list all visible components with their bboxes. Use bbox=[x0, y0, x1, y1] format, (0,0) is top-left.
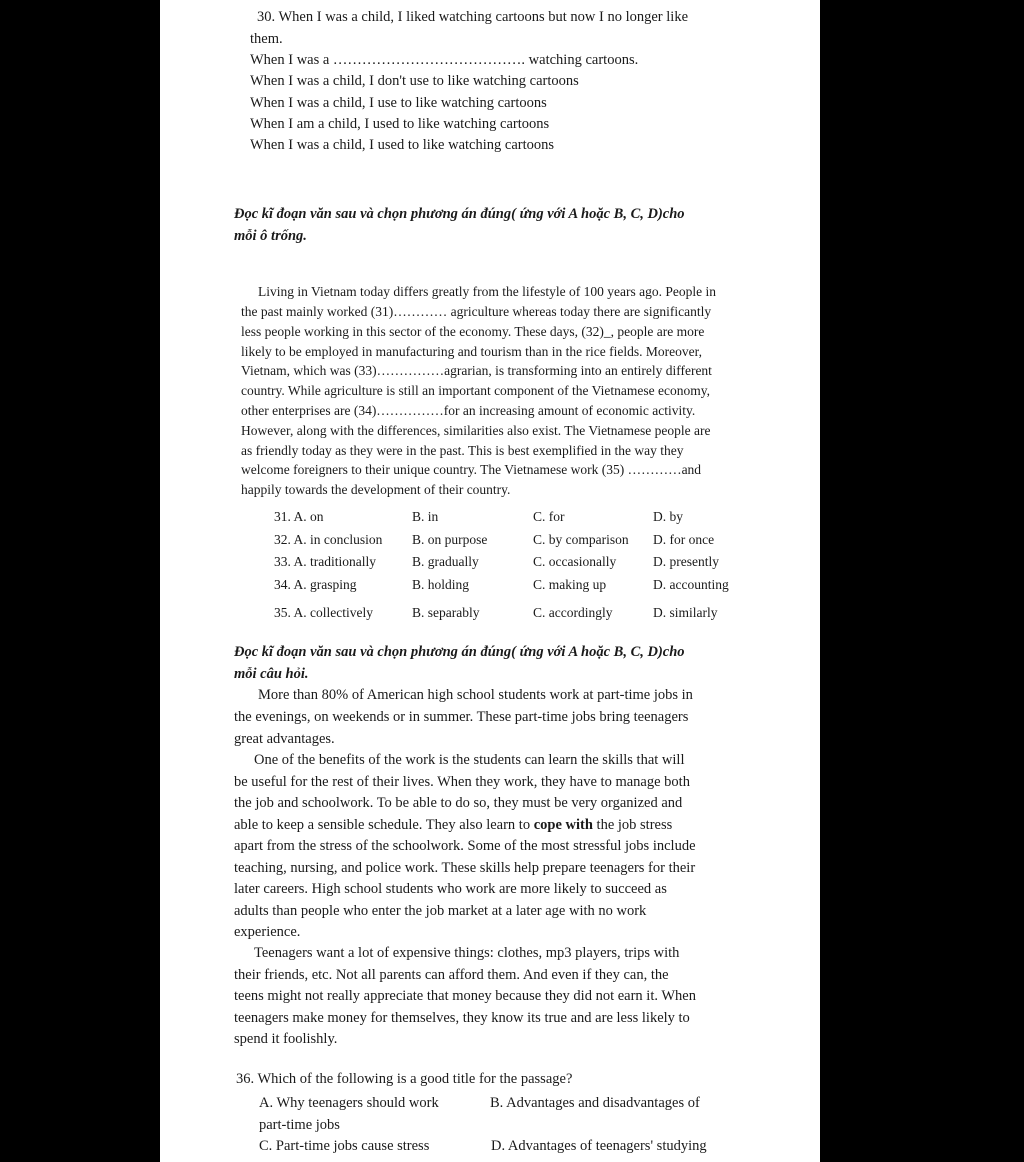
q31-option-a: 31. A. on bbox=[274, 509, 324, 524]
q34-option-d: D. accounting bbox=[653, 577, 729, 592]
passage-2-line: Teenagers want a lot of expensive things: clothes, mp3 players, trips with bbox=[254, 945, 680, 961]
q30-option-a: When I was a child, I don't use to like watching cartoons bbox=[250, 73, 579, 89]
q33-option-c: C. occasionally bbox=[533, 554, 617, 569]
passage-2-line: the job and schoolwork. To be able to do so, they must be very organized and bbox=[234, 795, 683, 811]
q36-option-c: C. Part-time jobs cause stress bbox=[259, 1138, 430, 1154]
document-page bbox=[160, 0, 820, 1162]
q33-option-b: B. gradually bbox=[412, 554, 479, 569]
q31-option-c: C. for bbox=[533, 509, 565, 524]
passage-1-line: the past mainly worked (31)………… agriculture whereas today there are significantly bbox=[241, 304, 712, 319]
passage-2-line: great advantages. bbox=[234, 731, 335, 747]
q35-option-c: C. accordingly bbox=[533, 605, 613, 620]
q32-option-b: B. on purpose bbox=[412, 532, 488, 547]
passage-2-line: One of the benefits of the work is the students can learn the skills that will bbox=[254, 752, 685, 768]
q30-prompt: When I was a …………………………………. watching cartoons. bbox=[250, 52, 639, 68]
q31-option-d: D. by bbox=[653, 509, 683, 524]
passage-2-text: the job stress bbox=[592, 817, 673, 833]
passage-1-line: less people working in this sector of the economy. These days, (32)_, people are more bbox=[241, 324, 705, 339]
passage-2-line: later careers. High school students who work are more likely to succeed as bbox=[234, 881, 667, 897]
q30-option-c: When I am a child, I used to like watching cartoons bbox=[250, 116, 550, 132]
passage-2-line: More than 80% of American high school students work at part-time jobs in bbox=[258, 687, 693, 703]
passage-1-line: other enterprises are (34)……………for an increasing amount of economic activity. bbox=[241, 403, 696, 418]
passage-2-line: adults than people who enter the job market at a later age with no work bbox=[234, 903, 647, 919]
passage-1-line: likely to be employed in manufacturing and tourism than in the rice fields. Moreover, bbox=[241, 344, 702, 359]
q30-option-b: When I was a child, I use to like watching cartoons bbox=[250, 95, 547, 111]
q36-option-b-line-1: B. Advantages and disadvantages of bbox=[490, 1095, 700, 1111]
q36-stem: 36. Which of the following is a good title for the passage? bbox=[236, 1071, 573, 1087]
passage-1-line: Vietnam, which was (33)……………agrarian, is transforming into an entirely different bbox=[241, 363, 712, 378]
q31-option-b: B. in bbox=[412, 509, 439, 524]
section1-heading-line-2: mỗi ô trống. bbox=[234, 228, 307, 244]
q30-stem-line-1: 30. When I was a child, I liked watching cartoons but now I no longer like bbox=[257, 9, 688, 25]
passage-2-line: the evenings, on weekends or in summer. These part-time jobs bring teenagers bbox=[234, 709, 689, 725]
passage-1-line: happily towards the development of their country. bbox=[241, 482, 511, 497]
passage-2-line: teens might not really appreciate that money because they did not earn it. When bbox=[234, 988, 696, 1004]
passage-2-line: spend it foolishly. bbox=[234, 1031, 338, 1047]
section1-heading-line-1: Đọc kĩ đoạn văn sau và chọn phương án đúng( ứng với A hoặc B, C, D)cho bbox=[234, 206, 685, 222]
q33-option-a: 33. A. traditionally bbox=[274, 554, 376, 569]
section2-heading-line-2: mỗi câu hỏi. bbox=[234, 666, 309, 682]
q32-option-c: C. by comparison bbox=[533, 532, 629, 547]
q30-stem-line-2: them. bbox=[250, 31, 283, 47]
passage-1-line: However, along with the differences, similarities also exist. The Vietnamese people are bbox=[241, 423, 711, 438]
q34-option-b: B. holding bbox=[412, 577, 470, 592]
passage-2-line: apart from the stress of the schoolwork. Some of the most stressful jobs include bbox=[234, 838, 696, 854]
passage-2-line: teaching, nursing, and police work. These skills help prepare teenagers for their bbox=[234, 860, 696, 876]
bold-phrase: cope with bbox=[533, 817, 593, 833]
passage-1-line: as friendly today as they were in the past. This is best exemplified in the way they bbox=[241, 443, 684, 458]
q36-option-d: D. Advantages of teenagers' studying bbox=[491, 1138, 707, 1154]
passage-1-line: Living in Vietnam today differs greatly from the lifestyle of 100 years ago. People in bbox=[258, 284, 716, 299]
passage-1-line: welcome foreigners to their unique country. The Vietnamese work (35) …………and bbox=[241, 462, 702, 477]
passage-2-line: teenagers make money for themselves, they know its true and are less likely to bbox=[234, 1010, 690, 1026]
q36-option-b-line-2: part-time jobs bbox=[259, 1117, 340, 1133]
q34-option-c: C. making up bbox=[533, 577, 607, 592]
passage-2-text: able to keep a sensible schedule. They also learn to bbox=[234, 817, 534, 833]
passage-1-line: country. While agriculture is still an important component of the Vietnamese economy, bbox=[241, 383, 710, 398]
q35-option-b: B. separably bbox=[412, 605, 480, 620]
q35-option-d: D. similarly bbox=[653, 605, 718, 620]
q36-option-a: A. Why teenagers should work bbox=[259, 1095, 439, 1111]
passage-2-line: their friends, etc. Not all parents can afford them. And even if they can, the bbox=[234, 967, 669, 983]
passage-2-line: be useful for the rest of their lives. When they work, they have to manage both bbox=[234, 774, 690, 790]
q33-option-d: D. presently bbox=[653, 554, 719, 569]
q32-option-d: D. for once bbox=[653, 532, 715, 547]
passage-2-line: experience. bbox=[234, 924, 301, 940]
q32-option-a: 32. A. in conclusion bbox=[274, 532, 383, 547]
section2-heading-line-1: Đọc kĩ đoạn văn sau và chọn phương án đúng( ứng với A hoặc B, C, D)cho bbox=[234, 644, 685, 660]
passage-2-line-with-bold bbox=[234, 817, 672, 834]
q30-option-d: When I was a child, I used to like watching cartoons bbox=[250, 137, 555, 153]
q34-option-a: 34. A. grasping bbox=[274, 577, 357, 592]
q35-option-a: 35. A. collectively bbox=[274, 605, 373, 620]
